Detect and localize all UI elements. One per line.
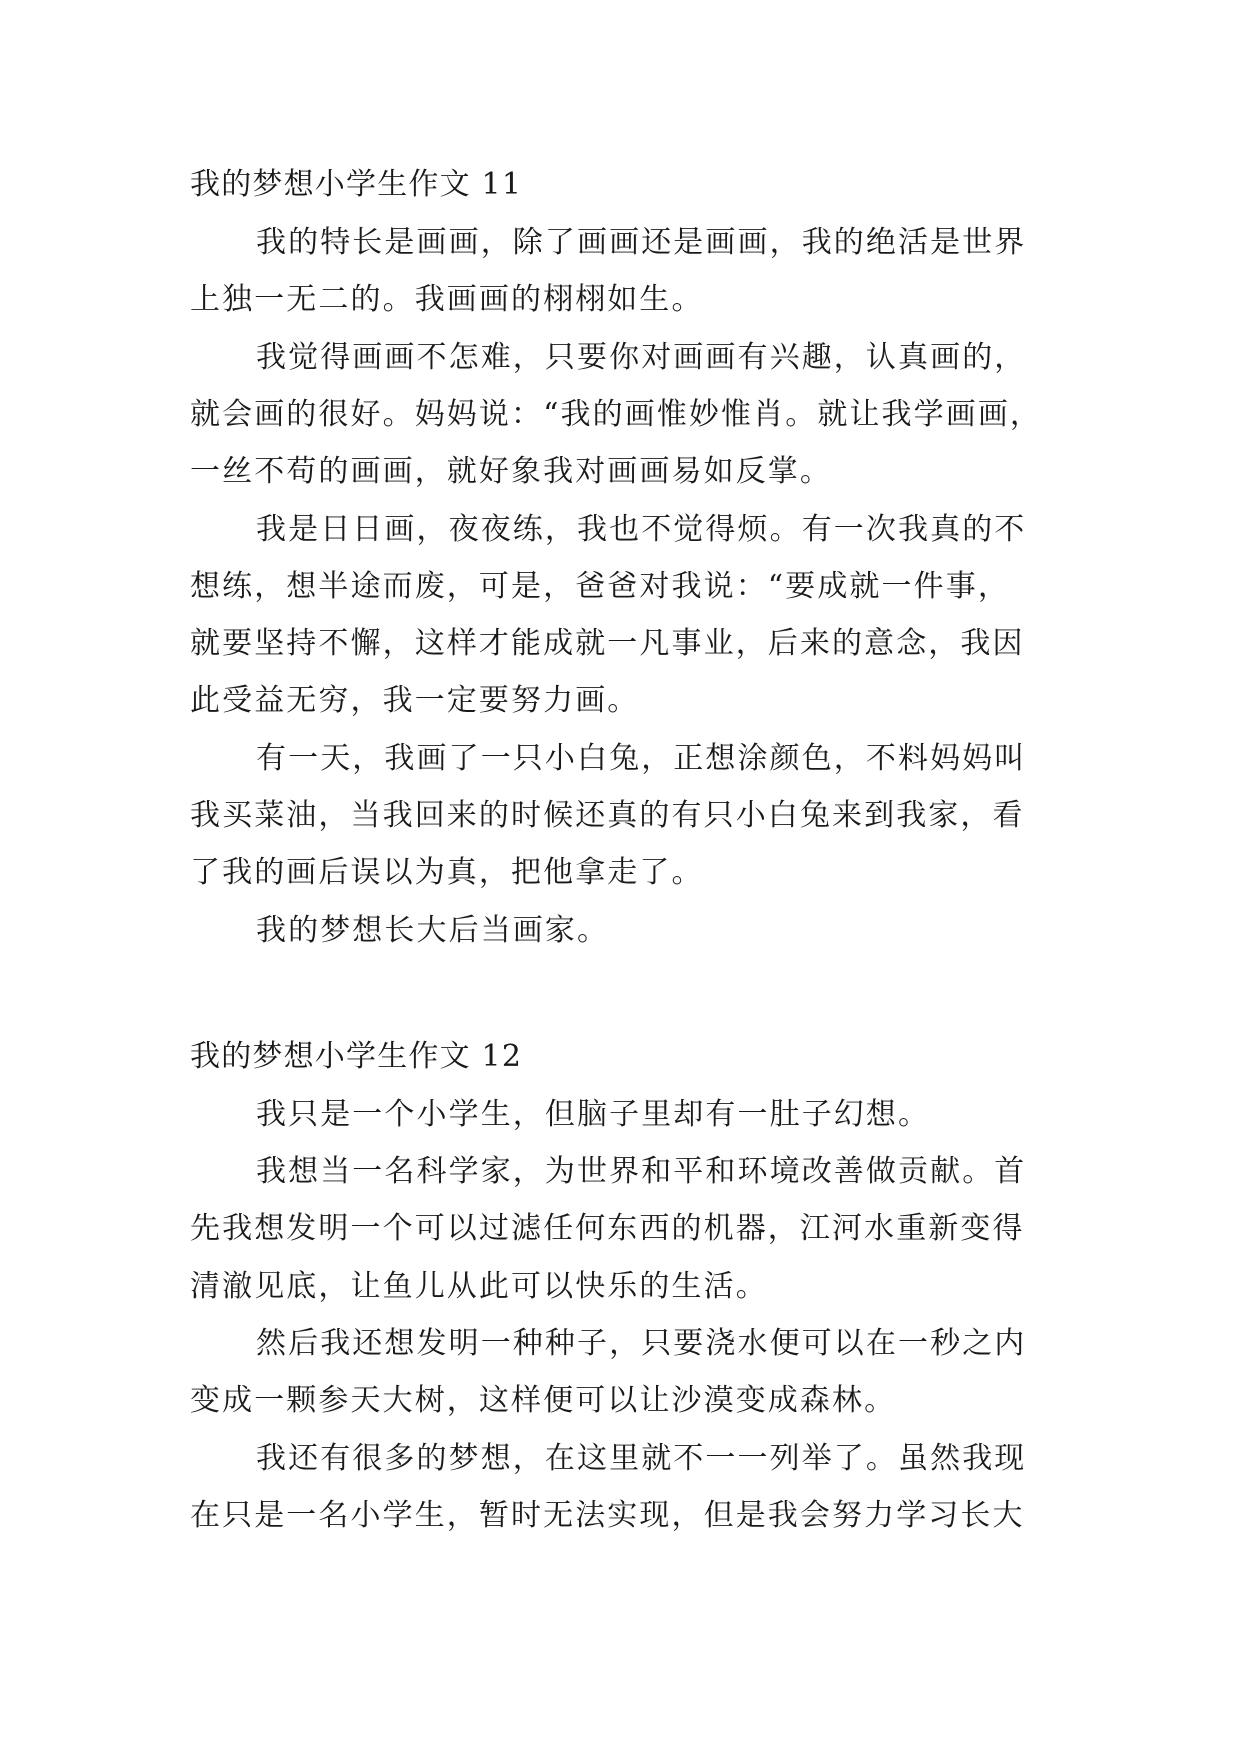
paragraph-line: 想练，想半途而废，可是，爸爸对我说：“要成就一件事，: [190, 569, 1010, 604]
paragraph-line: 我是日日画，夜夜练，我也不觉得烦。有一次我真的不: [256, 512, 1027, 547]
paragraph-line: 我觉得画画不怎难，只要你对画画有兴趣，认真画的，: [256, 340, 1027, 375]
paragraph-line: 我买菜油，当我回来的时候还真的有只小白兔来到我家，看: [190, 798, 1025, 833]
paragraph-line: 一丝不苟的画画，就好象我对画画易如反掌。: [190, 454, 832, 489]
paragraph-line: 上独一无二的。我画画的栩栩如生。: [190, 282, 704, 317]
paragraph-line: 有一天，我画了一只小白兔，正想涂颜色，不料妈妈叫: [256, 741, 1027, 776]
paragraph-line: 在只是一名小学生，暂时无法实现，但是我会努力学习长大: [190, 1498, 1025, 1533]
paragraph-line: 清澈见底，让鱼儿从此可以快乐的生活。: [190, 1269, 768, 1304]
paragraph-line: 先我想发明一个可以过滤任何东西的机器，江河水重新变得: [190, 1211, 1025, 1246]
paragraph-line: 变成一颗参天大树，这样便可以让沙漠变成森林。: [190, 1383, 897, 1418]
section-title-12: 我的梦想小学生作文 12: [190, 1039, 523, 1074]
paragraph-line: 就会画的很好。妈妈说：“我的画惟妙惟肖。就让我学画画，: [190, 397, 1043, 432]
paragraph-line: 我的梦想长大后当画家。: [256, 913, 610, 948]
paragraph-line: 我只是一个小学生，但脑子里却有一肚子幻想。: [256, 1097, 931, 1132]
paragraph-line: 我想当一名科学家，为世界和平和环境改善做贡献。首: [256, 1154, 1027, 1189]
paragraph-line: 此受益无穷，我一定要努力画。: [190, 683, 640, 718]
paragraph-line: 我还有很多的梦想，在这里就不一一列举了。虽然我现: [256, 1441, 1027, 1476]
paragraph-line: 我的特长是画画，除了画画还是画画，我的绝活是世界: [256, 225, 1027, 260]
paragraph-line: 了我的画后误以为真，把他拿走了。: [190, 855, 704, 890]
paragraph-line: 然后我还想发明一种种子，只要浇水便可以在一秒之内: [256, 1326, 1027, 1361]
paragraph-line: 就要坚持不懈，这样才能成就一凡事业，后来的意念，我因: [190, 626, 1025, 661]
section-title-11: 我的梦想小学生作文 11: [190, 167, 523, 202]
